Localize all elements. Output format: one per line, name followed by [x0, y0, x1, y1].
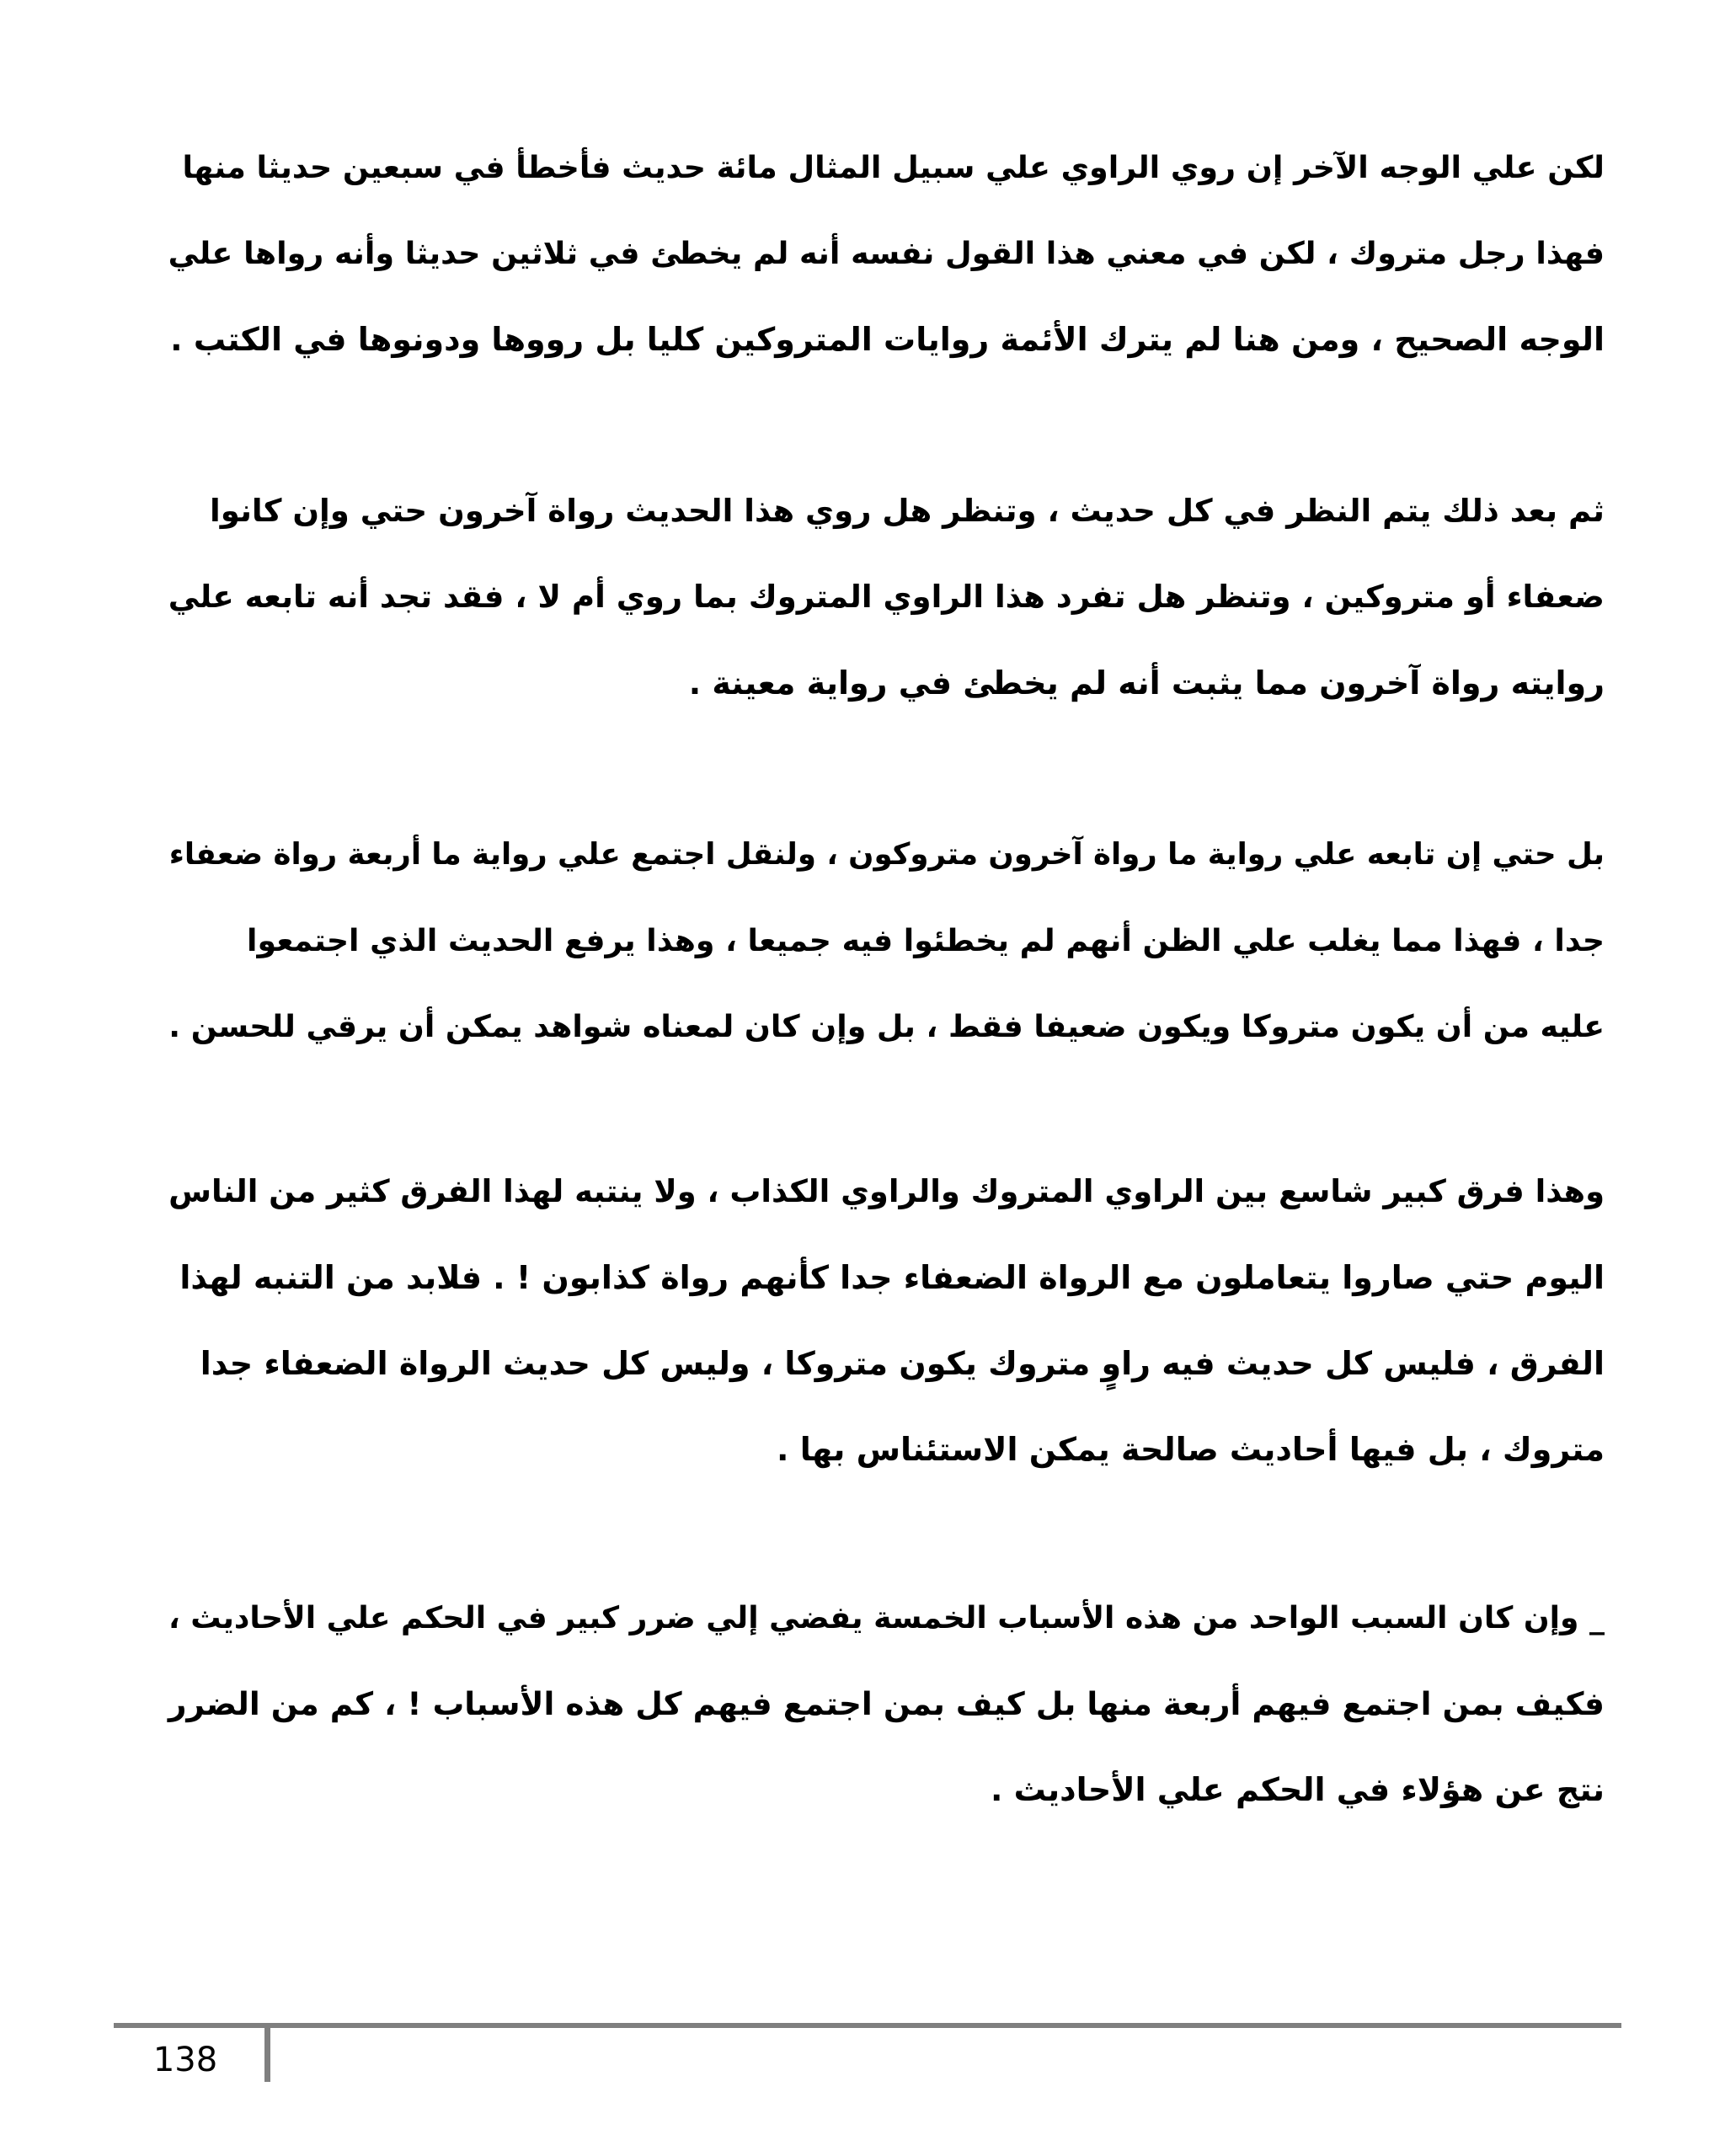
paragraph-5-line-2: فكيف بمن اجتمع فيهم أربعة منها بل كيف بمن اجتمع فيهم كل هذه الأسباب ! ، كم من الضرر [168, 1685, 1605, 1722]
footer-rule [114, 2023, 1621, 2028]
paragraph-2-line-1: ثم بعد ذلك يتم النظر في كل حديث ، وتنظر هل روي هذا الحديث رواة آخرون حتي وإن كانوا [210, 493, 1605, 529]
paragraph-1-line-1: لكن علي الوجه الآخر إن روي الراوي علي سبيل المثال مائة حديث فأخطأ في سبعين حديثا منها [182, 149, 1605, 185]
paragraph-2-line-3: روايته رواة آخرون مما يثبت أنه لم يخطئ في رواية معينة . [688, 664, 1605, 702]
paragraph-5 [168, 1575, 1605, 1833]
paragraph-5-line-3: نتج عن هؤلاء في الحكم علي الأحاديث . [990, 1771, 1605, 1808]
paragraph-1-line-2: فهذا رجل متروك ، لكن في معني هذا القول نفسه أنه لم يخطئ في ثلاثين حديثا وأنه رواها علي [168, 235, 1605, 271]
paragraph-4-line-3: الفرق ، فليس كل حديث فيه راوٍ متروك يكون متروكا ، وليس كل حديث الرواة الضعفاء جدا [200, 1345, 1605, 1382]
paragraph-3-line-2: جدا ، فهذا مما يغلب علي الظن أنهم لم يخطئوا فيه جميعا ، وهذا يرفع الحديث الذي اجتمعوا [247, 922, 1605, 958]
page-number: 138 [152, 2041, 218, 2079]
footer-divider-tick [264, 2028, 270, 2082]
paragraph-3 [168, 812, 1605, 1070]
paragraph-4-line-4: متروك ، بل فيها أحاديث صالحة يمكن الاستئناس بها . [777, 1431, 1605, 1468]
paragraph-3-line-3: عليه من أن يكون متروكا ويكون ضعيفا فقط ، بل وإن كان لمعناه شواهد يمكن أن يرقي للحسن . [168, 1008, 1605, 1044]
paragraph-4 [168, 1149, 1605, 1492]
paragraph-4-line-1: وهذا فرق كبير شاسع بين الراوي المتروك والراوي الكذاب ، ولا ينتبه لهذا الفرق كثير من الناس [168, 1173, 1605, 1209]
paragraph-1 [168, 125, 1605, 382]
paragraph-2 [168, 468, 1605, 726]
paragraph-3-line-1: بل حتي إن تابعه علي رواية ما رواة آخرون متروكون ، ولنقل اجتمع علي رواية ما أربعة رواة ضعفاء [168, 837, 1605, 872]
paragraph-5-line-1: _ وإن كان السبب الواحد من هذه الأسباب الخمسة يفضي إلي ضرر كبير في الحكم علي الأحاديث ، [168, 1600, 1605, 1636]
paragraph-4-line-2: اليوم حتي صاروا يتعاملون مع الرواة الضعفاء جدا كأنهم رواة كذابون ! . فلابد من التنبه لهذا [179, 1259, 1605, 1296]
paragraph-2-line-2: ضعفاء أو متروكين ، وتنظر هل تفرد هذا الراوي المتروك بما روي أم لا ، فقد تجد أنه تابعه علي [168, 579, 1605, 615]
paragraph-1-line-3: الوجه الصحيح ، ومن هنا لم يترك الأئمة روايات المتروكين كليا بل رووها ودونوها في الكتب . [170, 321, 1605, 358]
